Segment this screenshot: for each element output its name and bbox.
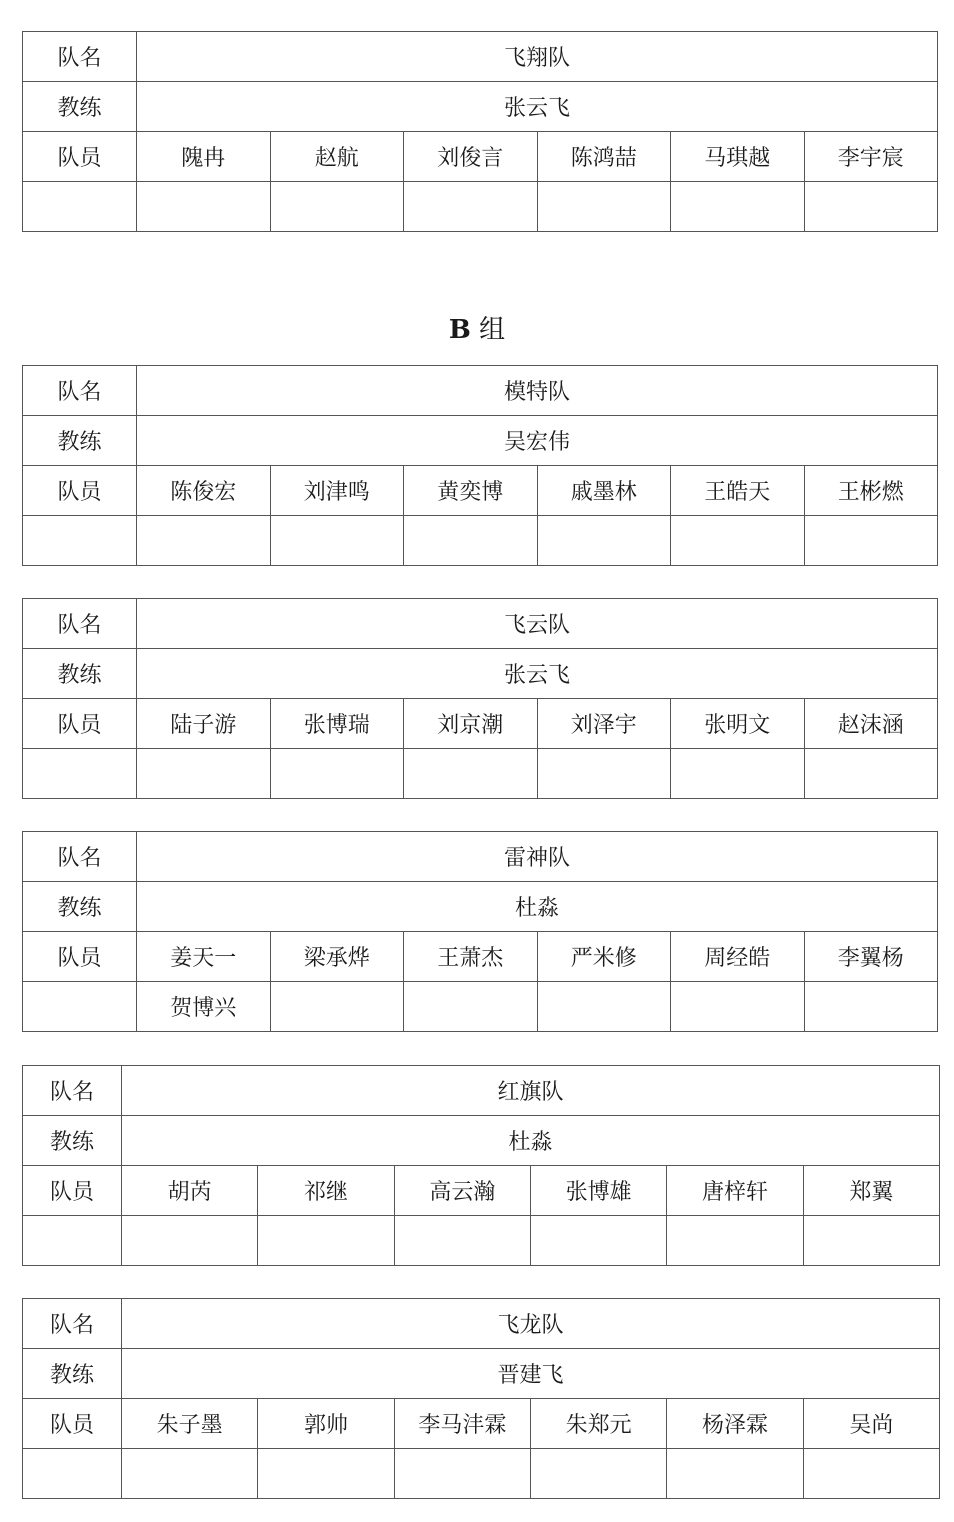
member-cell: 郭帅 [258,1399,394,1449]
member-cell [537,516,671,566]
member-cell: 李马沣霖 [394,1399,530,1449]
member-cell: 梁承烨 [270,932,404,982]
member-cell [804,982,938,1032]
coach-label: 教练 [23,1349,122,1399]
member-cell: 张博雄 [530,1166,666,1216]
member-cell [803,1449,939,1499]
member-cell: 胡芮 [122,1166,258,1216]
member-cell: 朱子墨 [122,1399,258,1449]
member-cell: 李宇宸 [804,132,938,182]
group-b-title [0,309,954,346]
member-cell [537,182,671,232]
members-row [23,699,938,749]
member-cell: 黄奕博 [404,466,538,516]
members-label: 队员 [23,699,137,749]
coach-label: 教练 [23,882,137,932]
extra-members-row [23,982,938,1032]
member-cell [404,982,538,1032]
coach-label: 教练 [23,82,137,132]
team-name-label: 队名 [23,599,137,649]
coach-name: 杜淼 [137,882,938,932]
coach-row [23,649,938,699]
member-cell: 唐梓轩 [667,1166,803,1216]
member-cell [258,1449,394,1499]
member-cell [671,749,805,799]
member-cell [404,749,538,799]
member-cell: 朱郑元 [530,1399,666,1449]
extra-members-row [23,1449,940,1499]
member-cell [404,182,538,232]
member-cell: 马琪越 [671,132,805,182]
member-cell [137,182,271,232]
member-cell: 郑翼 [803,1166,939,1216]
member-cell [270,982,404,1032]
members-label: 队员 [23,932,137,982]
members-row [23,132,938,182]
team-name-label: 队名 [23,1299,122,1349]
team-name: 雷神队 [137,832,938,882]
member-cell: 王彬燃 [804,466,938,516]
members-row [23,932,938,982]
members-label: 队员 [23,132,137,182]
group-letter: B [448,315,471,345]
member-cell [530,1449,666,1499]
team-name-label: 队名 [23,32,137,82]
team-table [22,598,938,799]
member-cell [137,516,271,566]
member-cell [671,182,805,232]
group-suffix: 组 [470,315,506,345]
empty-cell [23,1216,122,1266]
coach-label: 教练 [23,416,137,466]
members-label: 队员 [23,1166,122,1216]
coach-name: 张云飞 [137,82,938,132]
member-cell [537,749,671,799]
member-cell: 陈俊宏 [137,466,271,516]
member-cell: 周经皓 [671,932,805,982]
member-cell [258,1216,394,1266]
team-name-label: 队名 [23,1066,122,1116]
member-cell: 陆子游 [137,699,271,749]
coach-name: 张云飞 [137,649,938,699]
team-name-row [23,1066,940,1116]
member-cell [122,1449,258,1499]
empty-cell [23,182,137,232]
member-cell: 张明文 [671,699,805,749]
member-cell: 王皓天 [671,466,805,516]
coach-name: 晋建飞 [122,1349,940,1399]
empty-cell [23,1449,122,1499]
member-cell: 戚墨林 [537,466,671,516]
member-cell [404,516,538,566]
coach-label: 教练 [23,1116,122,1166]
team-name: 飞云队 [137,599,938,649]
team-name-row [23,599,938,649]
member-cell [394,1216,530,1266]
member-cell: 严米修 [537,932,671,982]
member-cell [803,1216,939,1266]
member-cell: 杨泽霖 [667,1399,803,1449]
member-cell: 刘津鸣 [270,466,404,516]
extra-members-row [23,516,938,566]
team-name-label: 队名 [23,366,137,416]
team-name: 飞龙队 [122,1299,940,1349]
member-cell [270,749,404,799]
coach-row [23,882,938,932]
member-cell: 赵沫涵 [804,699,938,749]
member-cell: 贺博兴 [137,982,271,1032]
member-cell [671,516,805,566]
team-table [22,365,938,566]
member-cell [122,1216,258,1266]
member-cell [804,182,938,232]
members-row [23,1166,940,1216]
extra-members-row [23,749,938,799]
coach-row [23,82,938,132]
member-cell [804,516,938,566]
members-label: 队员 [23,1399,122,1449]
empty-cell [23,516,137,566]
extra-members-row [23,1216,940,1266]
member-cell [137,749,271,799]
coach-row [23,416,938,466]
member-cell [394,1449,530,1499]
member-cell [667,1216,803,1266]
coach-name: 杜淼 [122,1116,940,1166]
member-cell [671,982,805,1032]
members-row [23,1399,940,1449]
members-row [23,466,938,516]
team-table [22,831,938,1032]
team-name-label: 队名 [23,832,137,882]
coach-row [23,1349,940,1399]
member-cell: 王萧杰 [404,932,538,982]
member-cell [530,1216,666,1266]
member-cell: 刘俊言 [404,132,538,182]
member-cell: 李翼杨 [804,932,938,982]
member-cell: 赵航 [270,132,404,182]
member-cell [270,516,404,566]
member-cell: 吴尚 [803,1399,939,1449]
team-name-row [23,832,938,882]
member-cell: 隗冉 [137,132,271,182]
team-name: 模特队 [137,366,938,416]
member-cell: 刘京潮 [404,699,538,749]
extra-members-row [23,182,938,232]
team-table [22,1065,940,1266]
team-name-row [23,1299,940,1349]
member-cell: 姜天一 [137,932,271,982]
team-name: 红旗队 [122,1066,940,1116]
members-label: 队员 [23,466,137,516]
team-name-row [23,32,938,82]
member-cell: 高云瀚 [394,1166,530,1216]
coach-row [23,1116,940,1166]
member-cell: 陈鸿喆 [537,132,671,182]
member-cell: 祁继 [258,1166,394,1216]
team-name: 飞翔队 [137,32,938,82]
member-cell: 张博瑞 [270,699,404,749]
member-cell [667,1449,803,1499]
team-table [22,31,938,232]
coach-label: 教练 [23,649,137,699]
member-cell [804,749,938,799]
member-cell [537,982,671,1032]
member-cell: 刘泽宇 [537,699,671,749]
coach-name: 吴宏伟 [137,416,938,466]
empty-cell [23,982,137,1032]
empty-cell [23,749,137,799]
member-cell [270,182,404,232]
team-table [22,1298,940,1499]
team-name-row [23,366,938,416]
